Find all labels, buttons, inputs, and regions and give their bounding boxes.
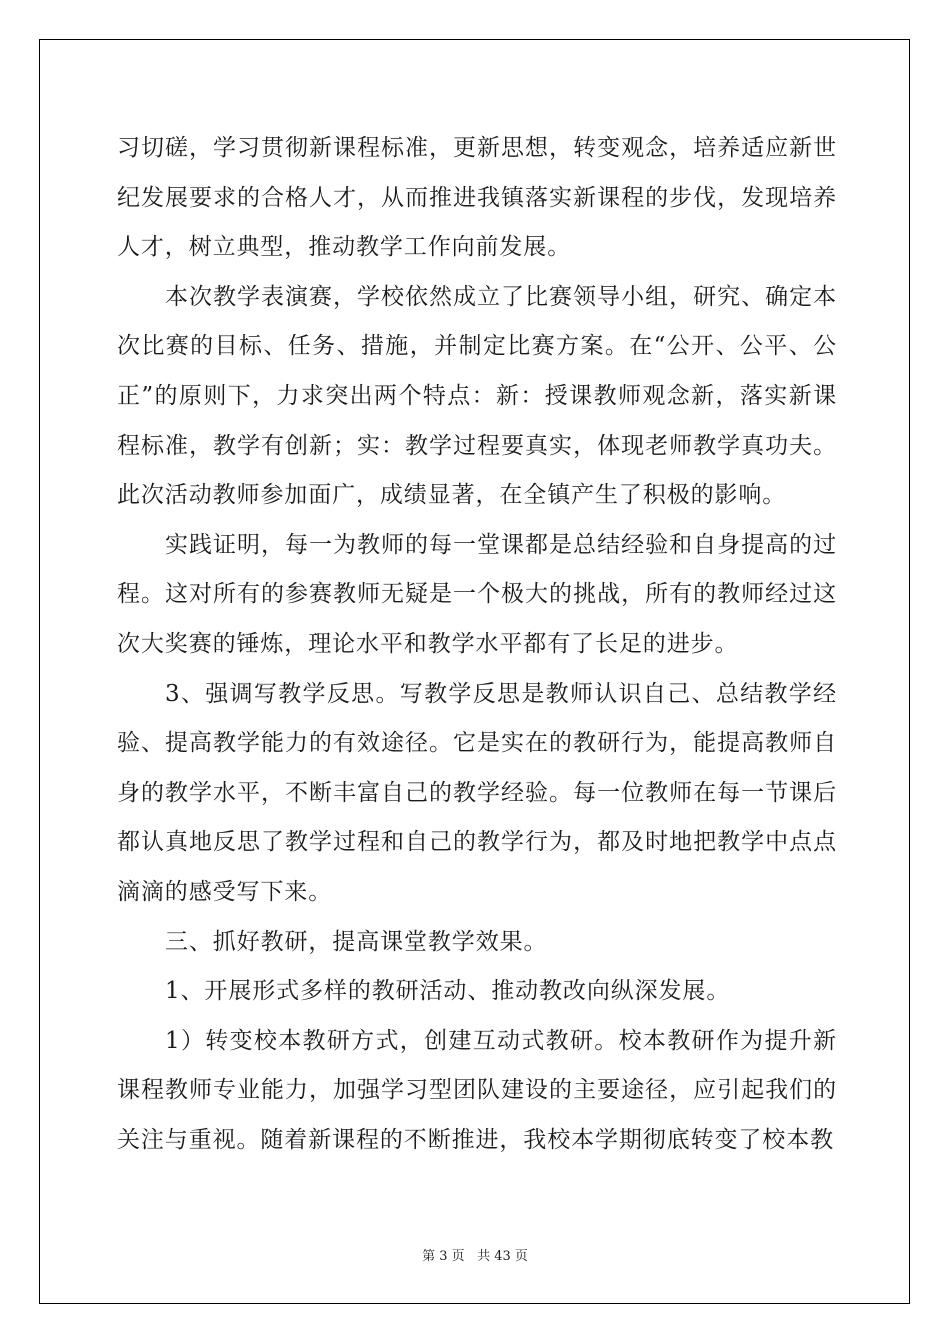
paragraph-2: 本次教学表演赛，学校依然成立了比赛领导小组，研究、确定本次比赛的目标、任务、措施，并制定比赛方案。在“公开、公平、公正”的原则下，力求突出两个特点：新：授课教师观念新，落实新课程标准，教学有创新；实：教学过程要真实，体现老师教学真功夫。此次活动教师参加面广，成绩显著，在全镇产生了积极的影响。 [117, 283, 837, 509]
document-body [117, 124, 837, 1165]
page-footer [0, 1245, 950, 1264]
paragraph-4: 3、强调写教学反思。写教学反思是教师认识自己、总结教学经验、提高教学能力的有效途径。它是实在的教研行为，能提高教师自身的教学水平，不断丰富自己的教学经验。每一位教师在每一节课后都认真地反思了教学过程和自己的教学行为，都及时地把教学中点点滴滴的感受写下来。 [117, 680, 837, 905]
paragraph-1: 习切磋，学习贯彻新课程标准，更新思想，转变观念，培养适应新世纪发展要求的合格人才，从而推进我镇落实新课程的步伐，发现培养人才，树立典型，推动教学工作向前发展。 [117, 135, 837, 261]
section-heading: 三、抓好教研，提高课堂教学效果。 [165, 928, 548, 955]
paragraph-3: 实践证明，每一为教师的每一堂课都是总结经验和自身提高的过程。这对所有的参赛教师无疑是一个极大的挑战，所有的教师经过这次大奖赛的锤炼，理论水平和教学水平都有了长足的进步。 [117, 531, 837, 657]
page-number: 第 3 页 [422, 1249, 465, 1264]
subsection-heading: 1、开展形式多样的教研活动、推动教改向纵深发展。 [165, 978, 731, 1005]
page-total: 共 43 页 [477, 1249, 528, 1264]
paragraph-5: 1）转变校本教研方式，创建互动式教研。校本教研作为提升新课程教师专业能力，加强学习型团队建设的主要途径，应引起我们的关注与重视。随着新课程的不断推进，我校本学期彻底转变了校本教 [117, 1027, 837, 1153]
